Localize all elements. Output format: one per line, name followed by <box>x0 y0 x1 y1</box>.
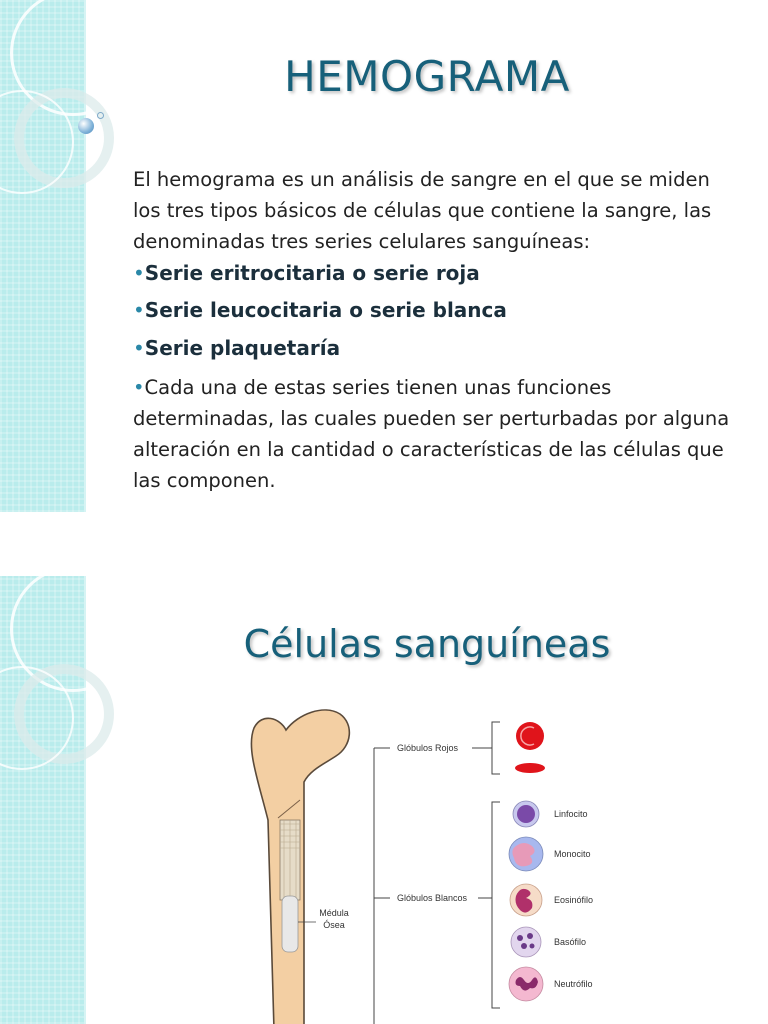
eosinofilo-icon <box>510 884 542 916</box>
neutrofilo-icon <box>509 967 543 1001</box>
section-title: Células sanguíneas <box>243 622 611 666</box>
bullet-dot: • <box>133 298 145 322</box>
monocito-icon <box>509 837 543 871</box>
red-cell-icon <box>516 722 544 750</box>
bullet-serie-roja <box>133 261 738 285</box>
slide-gap <box>0 512 768 576</box>
bullet-serie-plaquetaria <box>133 336 738 360</box>
marrow-label-line2: Ósea <box>323 920 345 930</box>
globulos-rojos-label: Glóbulos Rojos <box>397 743 459 753</box>
slide-celulas <box>0 576 768 1024</box>
intro-paragraph: El hemograma es un análisis de sangre en el que se miden los tres tipos básicos de células que contiene la sangre, las denominadas tres series celulares sanguíneas: <box>133 168 712 253</box>
eosinofilo-label: Eosinófilo <box>554 895 594 905</box>
globulos-blancos-label: Glóbulos Blancos <box>397 893 468 903</box>
red-cell-side-icon <box>515 763 545 773</box>
linfocito-label: Linfocito <box>554 809 588 819</box>
bullet-text: Serie eritrocitaria o serie roja <box>144 261 480 285</box>
basofilo-icon <box>511 927 541 957</box>
bullet-dot: • <box>133 336 145 360</box>
monocito-label: Monocito <box>554 849 591 859</box>
linfocito-icon <box>513 801 539 827</box>
bullet-dot: • <box>133 261 145 285</box>
page-title: HEMOGRAMA <box>284 52 570 101</box>
decor-dot-blue <box>78 118 94 134</box>
blood-cells-diagram <box>240 700 600 1024</box>
marrow-label: Médula <box>319 908 349 918</box>
closing-text: Cada una de estas series tienen unas funciones determinadas, las cuales pueden ser perturbadas por alguna alteración en la cantidad o características de las células que las componen. <box>133 376 730 492</box>
bullet-text: Serie plaquetaría <box>144 336 341 360</box>
bullet-dot: • <box>133 376 145 399</box>
neutrofilo-label: Neutrófilo <box>554 979 593 989</box>
bone-illustration <box>251 710 349 1024</box>
closing-paragraph <box>133 372 738 496</box>
bullet-serie-blanca <box>133 298 738 322</box>
bullet-text: Serie leucocitaria o serie blanca <box>144 298 507 322</box>
basofilo-label: Basófilo <box>554 937 587 947</box>
decor-dot-small <box>97 112 104 119</box>
